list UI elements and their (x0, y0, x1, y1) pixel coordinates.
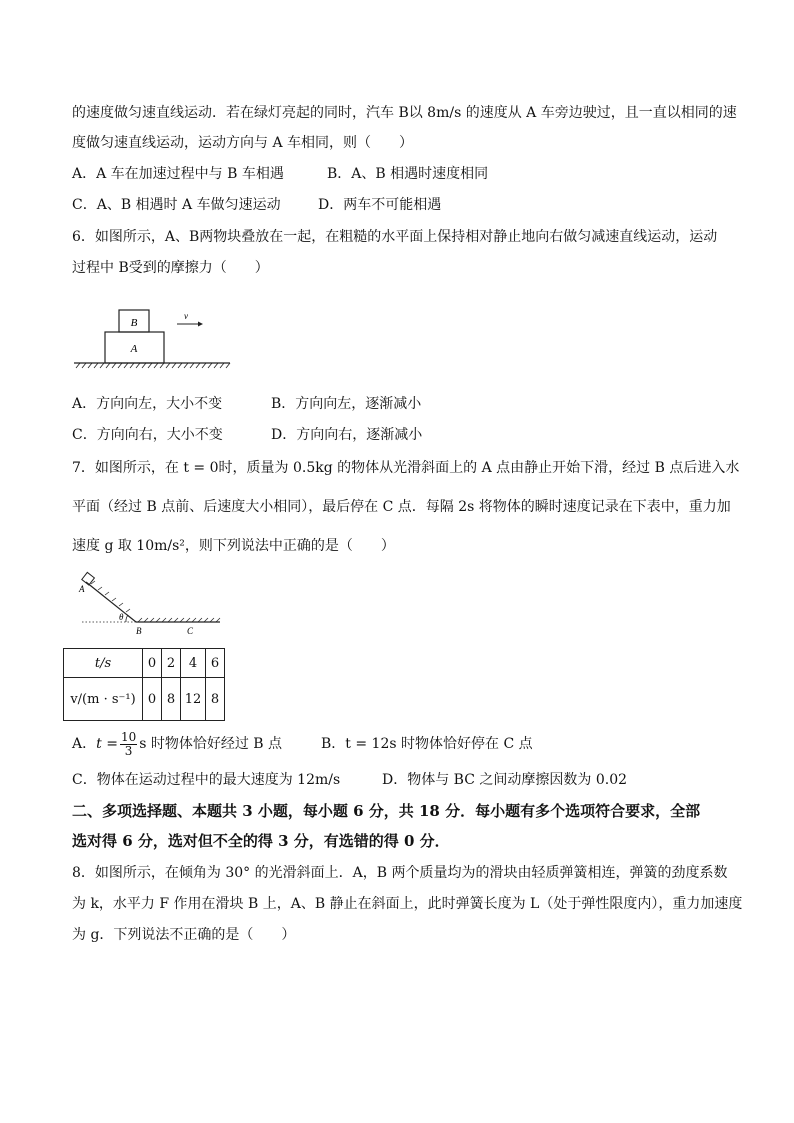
q8-stem-line-2: 为 k，水平力 F 作用在滑块 B 上，A、B 静止在斜面上，此时弹簧长度为 L（处于弹性限度内），重力加速度 (72, 896, 743, 912)
q5-stem-line-1: 的速度做匀速直线运动．若在绿灯亮起的同时，汽车 B以 8m/s 的速度从 A 车旁边驶过，且一直以相同的速 (72, 105, 737, 121)
q6-block-figure (72, 302, 232, 374)
section-2-heading-line-2: 选对得 6 分，选对但不全的得 3 分，有选错的得 0 分． (72, 832, 450, 850)
angle-label: θ (119, 612, 124, 622)
option-a-prefix: A． (72, 736, 97, 752)
point-c-label: C (187, 626, 194, 636)
table-cell: 0 (143, 678, 162, 721)
table-cell: 0 (143, 649, 162, 678)
table-cell: 8 (162, 678, 181, 721)
fraction (120, 731, 137, 758)
q7-option-c: C．物体在运动过程中的最大速度为 12m/s (72, 772, 341, 788)
option-a-var: t = (96, 736, 118, 752)
angle-arc (126, 615, 128, 622)
table-cell: 6 (206, 649, 225, 678)
q6-option-c: C．方向向右，大小不变 (72, 427, 223, 443)
block-b-label: B (130, 317, 138, 329)
q7-incline-figure (72, 570, 232, 640)
q5-option-a: A．A 车在加速过程中与 B 车相遇 (72, 166, 284, 182)
incline-slope (86, 582, 136, 622)
point-a-label: A (79, 584, 85, 594)
q7-stem-line-3: 速度 g 取 10m/s²，则下列说法中正确的是（ ） (72, 538, 395, 554)
velocity-label: v (184, 311, 188, 321)
table-header-time: t/s (64, 649, 143, 678)
q7-stem-line-2: 平面（经过 B 点前、后速度大小相同），最后停在 C 点．每隔 2s 将物体的瞬时速度记录在下表中，重力加 (72, 499, 731, 515)
q5-option-b: B．A、B 相遇时速度相同 (327, 166, 489, 182)
q5-stem-line-2: 度做匀速直线运动，运动方向与 A 车相同，则（ ） (72, 135, 414, 151)
table-cell: 2 (162, 649, 181, 678)
q6-option-b: B．方向向左，逐渐减小 (271, 396, 422, 412)
velocity-arrowhead (198, 322, 203, 327)
ground-hatching (76, 363, 230, 368)
q8-stem-line-1: 8．如图所示，在倾角为 30° 的光滑斜面上．A，B 两个质量均为的滑块由轻质弹簧相连，弹簧的劲度系数 (72, 865, 728, 881)
q5-option-d: D．两车不可能相遇 (318, 197, 442, 213)
table-header-velocity: v/(m · s⁻¹) (64, 678, 143, 721)
q6-option-a: A．方向向左，大小不变 (72, 396, 223, 412)
q5-option-c: C．A、B 相遇时 A 车做匀速运动 (72, 197, 281, 213)
table-cell: 8 (206, 678, 225, 721)
q7-option-b: B．t = 12s 时物体恰好停在 C 点 (321, 736, 533, 752)
table-row-time (64, 649, 225, 678)
fraction-numerator: 10 (120, 729, 137, 744)
q7-option-d: D．物体与 BC 之间动摩擦因数为 0.02 (382, 772, 628, 788)
table-cell: 4 (181, 649, 206, 678)
q6-option-d: D．方向向右，逐渐减小 (271, 427, 423, 443)
q6-stem-line-1: 6．如图所示，A、B两物块叠放在一起，在粗糙的水平面上保持相对静止地向右做匀减速直线运动，运动 (72, 229, 718, 245)
q7-option-a (72, 730, 282, 758)
table-row-velocity (64, 678, 225, 721)
table-cell: 12 (181, 678, 206, 721)
point-b-label: B (136, 626, 142, 636)
section-2-heading-line-1: 二、多项选择题、本题共 3 小题，每小题 6 分，共 18 分．每小题有多个选项符合要求，全部 (72, 802, 701, 820)
q7-velocity-table (63, 648, 225, 721)
block-a-label: A (130, 343, 138, 355)
q8-stem-line-3: 为 g．下列说法不正确的是（ ） (72, 927, 296, 943)
incline-hatching (91, 581, 130, 612)
fraction-denominator: 3 (124, 743, 133, 758)
option-a-suffix: s 时物体恰好经过 B 点 (139, 736, 283, 752)
q6-stem-line-2: 过程中 B受到的摩擦力（ ） (72, 260, 269, 276)
q7-stem-line-1: 7．如图所示，在 t = 0时，质量为 0.5kg 的物体从光滑斜面上的 A 点由静止开始下滑，经过 B 点后进入水 (72, 460, 740, 476)
